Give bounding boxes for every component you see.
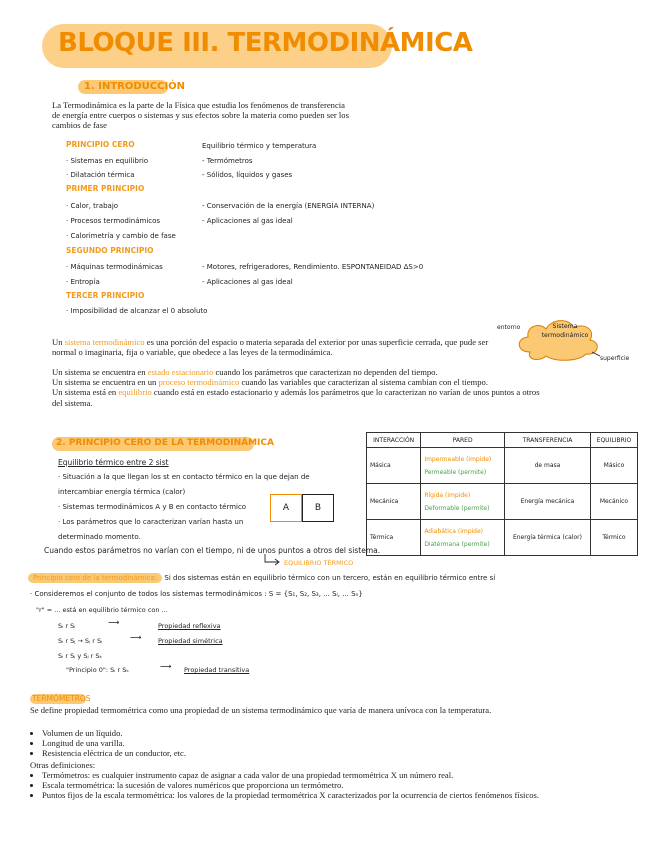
interaction-table [366,432,638,556]
list-item: • Escala termométrica: la sucesión de valores numéricos que proporciona un termómetro. [42,780,552,790]
text-fragment: cuando los parámetros que caracterizan no dependen del tiempo. [213,367,438,377]
highlight-term: proceso termodinámico [158,377,240,388]
wall-permite: Diatérmana (permite) [424,540,490,548]
eq-bullet: determinado momento. [58,533,141,541]
relation-definition: "r" = ... está en equilibrio térmico con ... [36,606,168,614]
principle-item: · Sistemas en equilibrio [66,157,149,165]
set-definition: · Consideremos el conjunto de todos los sistemas termodinámicos : S = {S₁, S₂, S₃, ... Sᵢ, ... Sₙ} [30,590,363,598]
other-definitions-label: Otras definiciones: [30,760,96,770]
section-heading: TERMÓMETROS [32,694,91,703]
wall-impide: Adiabática (impide) [424,527,484,535]
prop-lhs: Sᵢ r Sᵢ [58,622,76,630]
thermal-equilibrium-label: EQUILIBRIO TÉRMICO [284,559,354,567]
text-fragment: Un sistema se encuentra en un [52,377,159,388]
table-header: INTERACCIÓN [367,433,421,448]
principle-topic: - Sólidos, líquidos y gases [202,171,293,179]
section-heading: 2. PRINCIPIO CERO DE LA TERMODINÁMICA [56,438,274,448]
principle-item: · Calor, trabajo [66,202,119,210]
system-b-box: B [302,494,334,522]
state-line [52,367,612,377]
list-item: • Longitud de una varilla. [42,738,542,748]
principle-name: PRINCIPIO CERO [66,140,135,149]
list-item: • Resistencia eléctrica de un conductor, etc. [42,748,542,758]
wall-permite: Deformable (permite) [424,504,490,512]
thermometric-property-text: Se define propiedad termométrica como una propiedad de un sistema termodinámico que varía de manera unívoca con la temperatura. [30,705,492,715]
wall-impide: Rígida (impide) [424,491,471,499]
prop-rhs: Propiedad reflexiva [158,622,221,630]
text-fragment: Un sistema se encuentra en [52,367,148,377]
principle-topic: Equilibrio térmico y temperatura [202,142,317,150]
intro-text: La Termodinámica es la parte de la Física que estudia los fenómenos de transferencia de energía entre cuerpos o sistemas y sus efectos sobre la materia como pueden ser los cambios de fase [52,100,349,131]
list-item: • Volumen de un líquido. [42,728,542,738]
principle-name: SEGUNDO PRINCIPIO [66,246,154,255]
text-fragment: cuando las variables que caracterizan al sistema cambian con el tiempo. [239,377,488,388]
table-cell: Mecánica [367,484,421,520]
principle-item: · Dilatación térmica [66,171,135,179]
prop-rhs: Propiedad transitiva [184,666,250,674]
highlight-term: estado estacionario [147,367,214,377]
table-cell: Energía mecánica [504,484,590,520]
principle-topic: - Aplicaciones al gas ideal [202,278,293,286]
page-title: BLOQUE III. TERMODINÁMICA [58,28,473,58]
principle-topic: - Motores, refrigeradores, Rendimiento. ESPONTANEIDAD ΔS>0 [202,263,424,271]
equilibrium-condition: Cuando estos parámetros no varían con el tiempo, ni de unos puntos a otros del sistema. [44,546,381,555]
prop-lhs: Sᵢ r Sⱼ y Sⱼ r Sₖ [58,652,103,660]
table-cell: Térmico [590,520,637,556]
principle-item: · Máquinas termodinámicas [66,263,163,271]
state-line [52,377,612,387]
table-row [367,520,638,556]
definitions-list [30,770,552,801]
table-cell [421,448,505,484]
table-header: TRANSFERENCIA [504,433,590,448]
superficie-label: superficie [600,355,630,362]
table-cell: Mecánico [590,484,637,520]
eq-bullet: intercambiar energía térmica (calor) [58,488,186,496]
wall-impide: Impermeable (impide) [424,455,492,463]
table-header: EQUILIBRIO [590,433,637,448]
principle-topic: - Termómetros [202,157,253,165]
text-fragment: es una porción del espacio o materia separada del exterior por unas superficie cerrada, que pude ser normal o imaginaria, fija o variable, que obedece a las leyes de la termodinámica. [52,337,489,358]
table-header: PARED [421,433,505,448]
cloud-label: Sistema termodinámico [541,323,589,339]
down-right-arrow-icon [262,553,282,567]
principle-name: TERCER PRINCIPIO [66,291,145,300]
text-fragment: Un [52,337,65,347]
text-fragment: Un sistema está en [52,387,119,398]
superficie-arrow [592,352,600,356]
eq-bullet: · Sistemas termodinámicos A y B en contacto térmico [58,503,247,511]
prop-rhs: Propiedad simétrica [158,637,223,645]
principle-item: · Calorimetría y cambio de fase [66,232,176,240]
highlight-term: equilibrio [118,387,152,398]
section-heading: 1. INTRODUCCIÓN [84,81,186,92]
table-cell [421,520,505,556]
right-arrow-icon: ⟶ [160,662,172,671]
property-list [30,728,542,759]
table-cell: de masa [504,448,590,484]
table-cell: Másica [367,448,421,484]
principle-item: · Procesos termodinámicos [66,217,161,225]
table-header-row [367,433,638,448]
principle-name: PRIMER PRINCIPIO [66,184,145,193]
text-fragment: Si dos sistemas están en equilibrio térmico con un tercero, están en equilibrio térmico entre sí [162,574,496,582]
right-arrow-icon: ⟶ [108,618,120,627]
prop-lhs: Sᵢ r Sⱼ → Sⱼ r Sᵢ [58,637,103,645]
prop-lhs: "Principio 0": Sᵢ r Sₖ [66,666,130,674]
table-row [367,448,638,484]
eq-bullet: · Los parámetros que lo caracterizan varían hasta un [58,518,244,526]
principle-topic: - Aplicaciones al gas ideal [202,217,293,225]
table-row [367,484,638,520]
state-line [52,387,552,407]
states-block [52,367,612,408]
principles-block [66,140,606,320]
system-a-box: A [270,494,302,522]
table-cell: Másico [590,448,637,484]
right-arrow-icon: ⟶ [130,633,142,642]
table-cell [421,484,505,520]
highlight-term: Principio cero de la termodinámica: [28,573,162,583]
list-item: • Termómetros: es cualquier instrumento capaz de asignar a cada valor de una propiedad termométrica X un número real. [42,770,552,780]
table-cell: Energía térmica (calor) [504,520,590,556]
principle-item: · Entropía [66,278,100,286]
principle-topic: - Conservación de la energía (ENERGÍA INTERNA) [202,202,375,210]
principle-zero-line [28,574,495,582]
entorno-label: entorno [497,324,521,331]
text-fragment: cuando está en estado estacionario y además los parámetros que lo caracterizan no varían de unos puntos a otros del sistema. [52,387,540,408]
system-definition [52,337,490,357]
eq-bullet: · Situación a la que llegan los st en contacto térmico en la que dejan de [58,473,310,481]
equilibrium-title: Equilibrio térmico entre 2 sist [58,458,169,467]
table-cell: Térmica [367,520,421,556]
principle-item: · Imposibilidad de alcanzar el 0 absoluto [66,307,208,315]
wall-permite: Permeable (permite) [424,468,487,476]
list-item: • Puntos fijos de la escala termométrica: los valores de la propiedad termométrica X caracterizados por la ocurrencia de ciertos fenómenos físicos. [42,790,552,800]
highlight-term: sistema termodinámico [64,337,145,347]
